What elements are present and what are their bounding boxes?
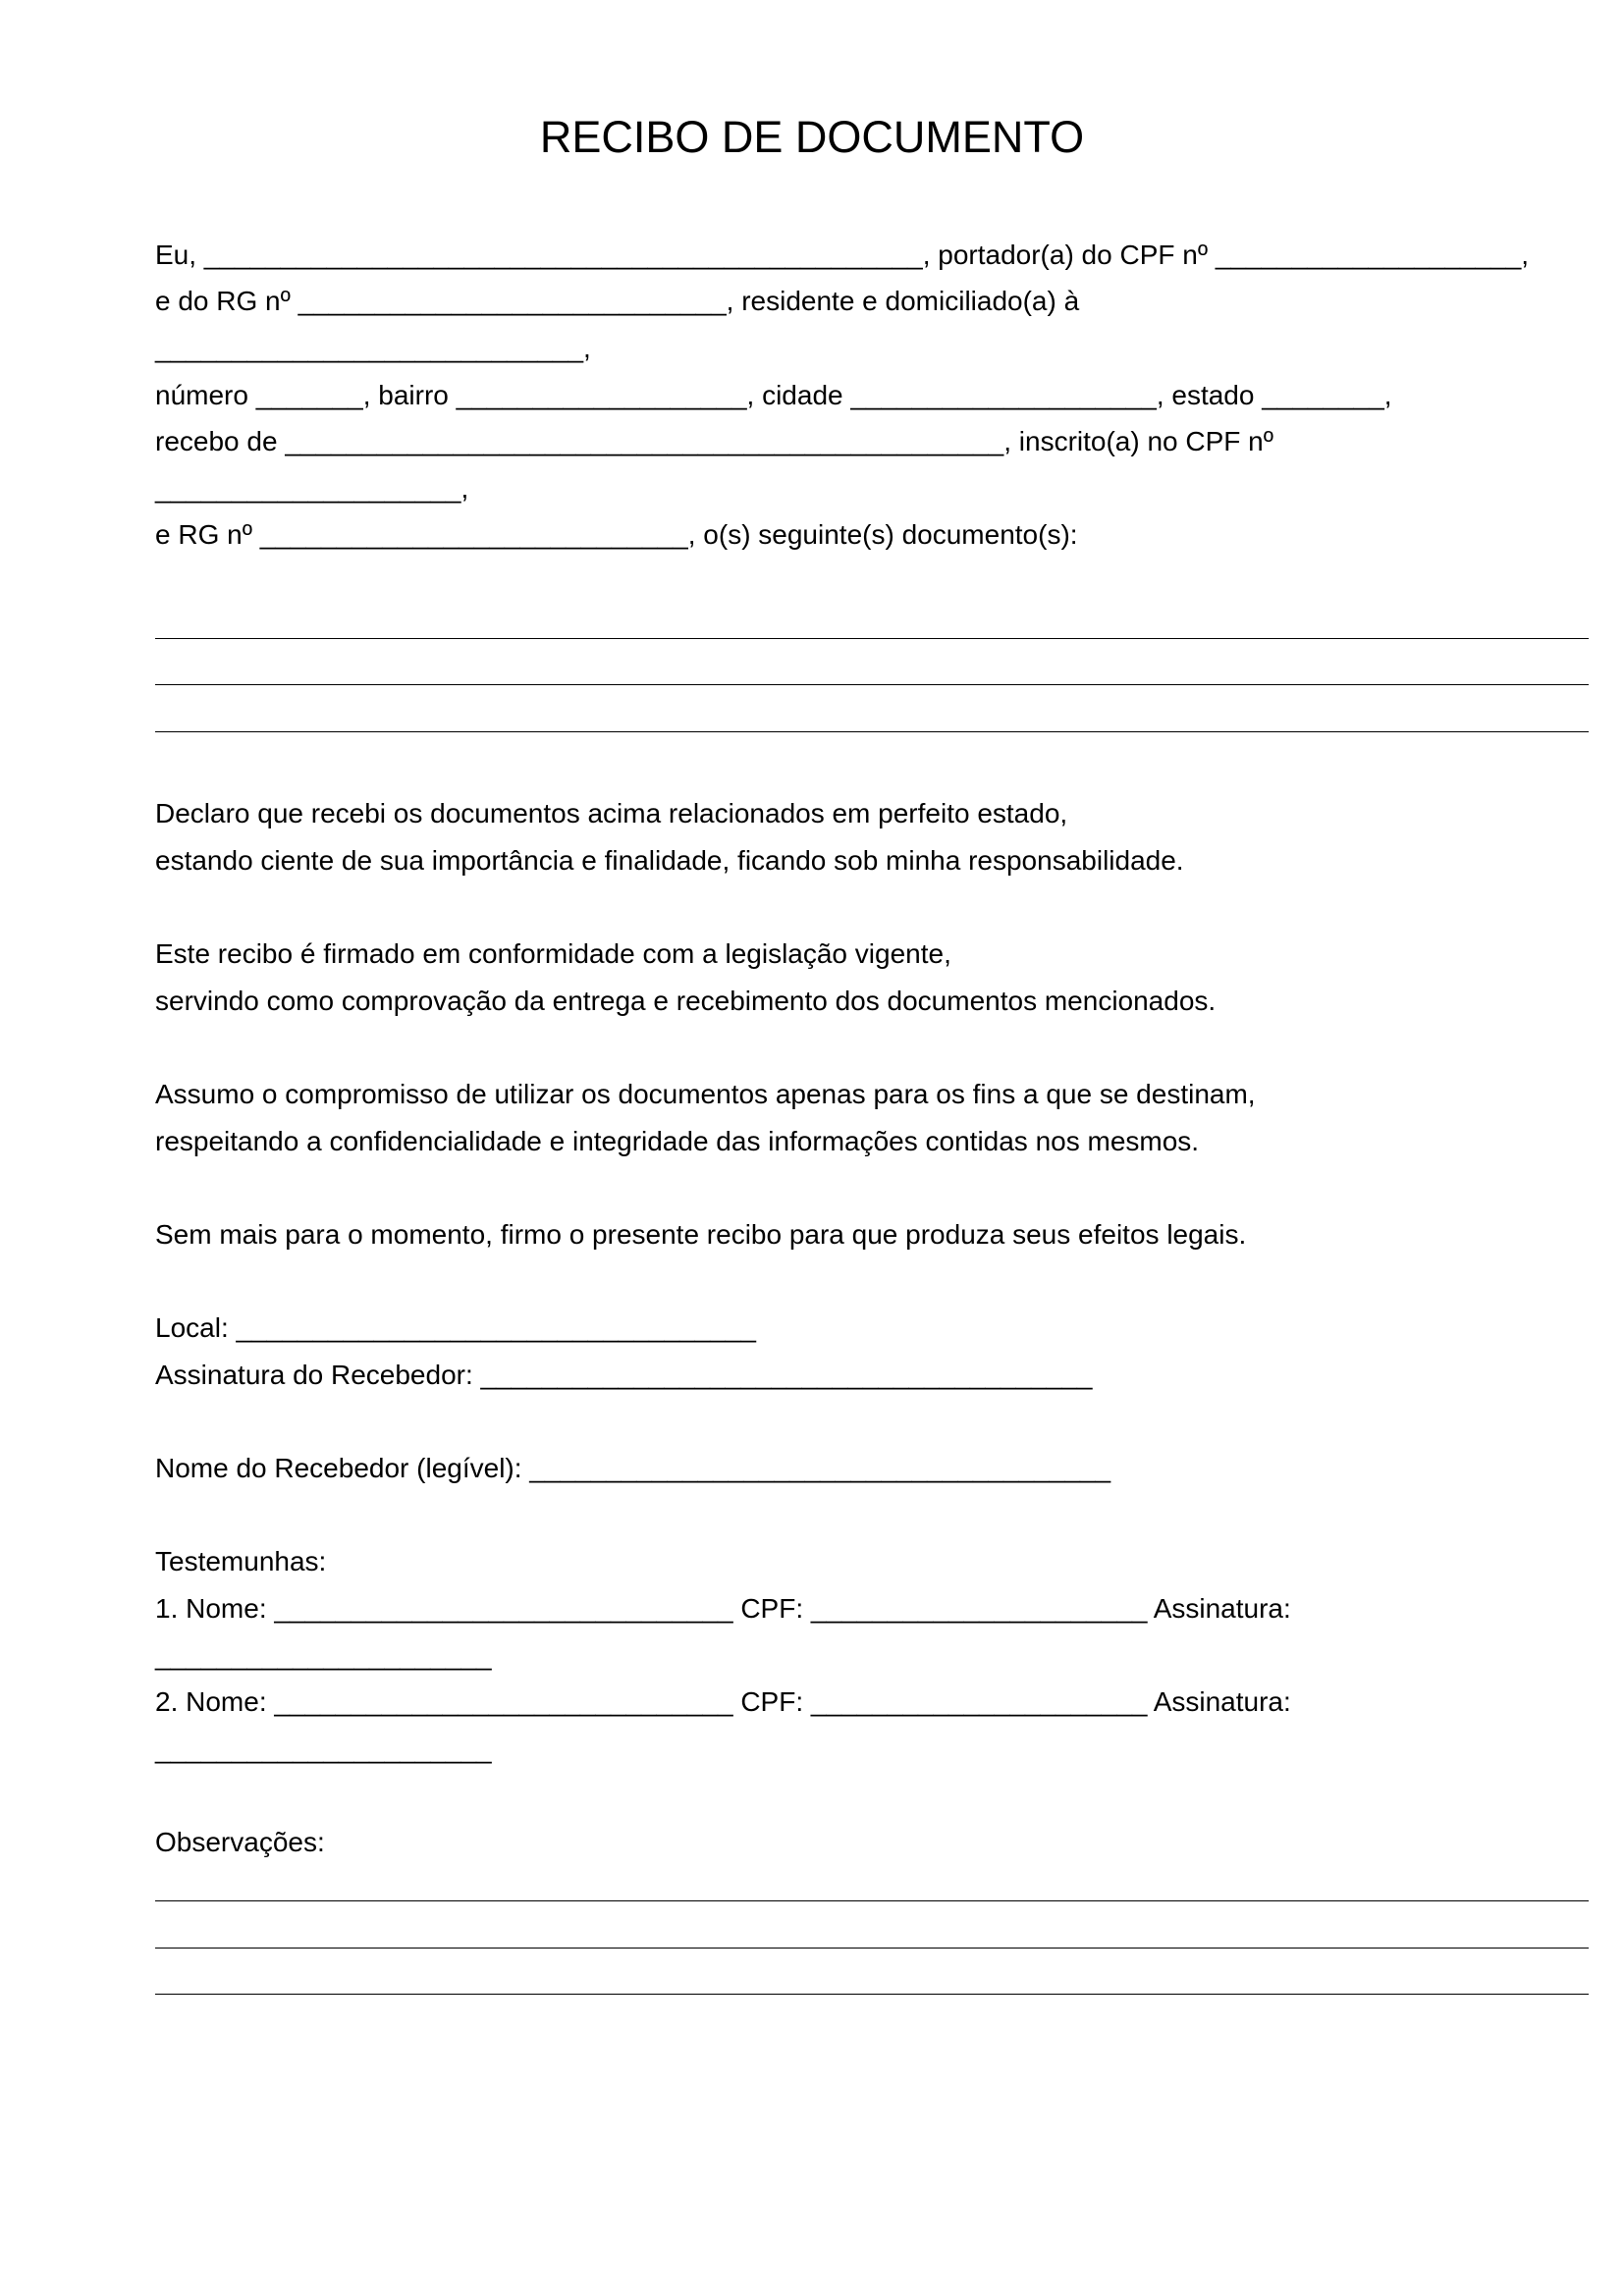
compliance-paragraph-line: Este recibo é firmado em conformidade com a legislação vigente, (155, 938, 951, 969)
observations-heading: Observações: (155, 1827, 325, 1857)
intro-line-received-from: recebo de _______________________________________________, inscrito(a) no CPF nº (155, 426, 1273, 456)
declaration-paragraph-line: Declaro que recebi os documentos acima relacionados em perfeito estado, (155, 798, 1068, 828)
declaration-paragraph-line: estando ciente de sua importância e finalidade, ficando sob minha responsabilidade. (155, 845, 1184, 876)
document-title: RECIBO DE DOCUMENTO (539, 112, 1085, 162)
documents-blank-line (155, 731, 1589, 732)
receiver-name-field: Nome do Recebedor (legível): ______________________________________ (155, 1453, 1111, 1483)
intro-line-cpf-blank: ____________________, (155, 473, 469, 504)
observations-blank-line (155, 1900, 1589, 1901)
intro-line-rg-address: e do RG nº ____________________________, residente e domiciliado(a) à (155, 286, 1080, 316)
witness-2-fields: 2. Nome: ______________________________ CPF: ______________________ Assinatura: (155, 1686, 1291, 1717)
closing-paragraph: Sem mais para o momento, firmo o presente recibo para que produza seus efeitos legais. (155, 1219, 1247, 1250)
intro-line-number-district-city-state: número _______, bairro ___________________, cidade ____________________, estado ________, (155, 380, 1392, 410)
witness-2-signature-blank: ______________________ (155, 1734, 492, 1764)
local-field: Local: __________________________________ (155, 1312, 756, 1343)
documents-blank-line (155, 638, 1589, 639)
witnesses-heading: Testemunhas: (155, 1546, 327, 1576)
intro-line-name-cpf: Eu, _______________________________________________, portador(a) do CPF nº ____________________, (155, 240, 1530, 270)
commitment-paragraph-line: respeitando a confidencialidade e integridade das informações contidas nos mesmos. (155, 1126, 1200, 1156)
commitment-paragraph-line: Assumo o compromisso de utilizar os documentos apenas para os fins a que se destinam, (155, 1079, 1256, 1109)
receiver-signature-field: Assinatura do Recebedor: ________________________________________ (155, 1360, 1093, 1390)
documents-blank-line (155, 684, 1589, 685)
compliance-paragraph-line: servindo como comprovação da entrega e recebimento dos documentos mencionados. (155, 986, 1217, 1016)
observations-blank-line (155, 1994, 1589, 1995)
observations-blank-line (155, 1948, 1589, 1949)
intro-line-rg-documents: e RG nº ____________________________, o(s) seguinte(s) documento(s): (155, 519, 1078, 550)
witness-1-fields: 1. Nome: ______________________________ CPF: ______________________ Assinatura: (155, 1593, 1291, 1624)
witness-1-signature-blank: ______________________ (155, 1640, 492, 1671)
intro-line-address-blank: ____________________________, (155, 333, 591, 363)
